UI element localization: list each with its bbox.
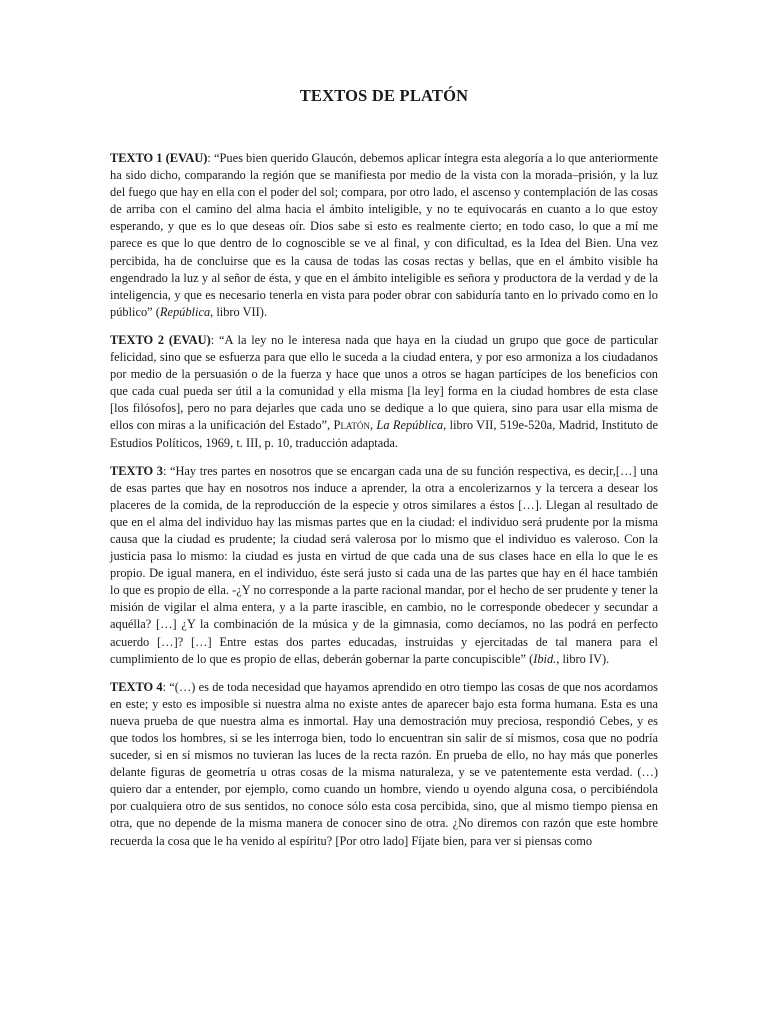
text-2-source-work: La República: [376, 418, 444, 433]
text-3-source-work: Ibid.: [533, 651, 557, 666]
text-1-label: TEXTO 1 (EVAU): [110, 151, 208, 165]
text-1-source-rest: , libro VII).: [210, 304, 268, 319]
text-2-source-author: Platón: [333, 418, 370, 433]
text-3-paragraph: TEXTO 3: “Hay tres partes en nosotros que se encargan cada una de su función respectiva, es decir,[…] una de esas partes que hay en nosotros nos induce a aprender, la otra a encolerizarnos y la tercera a desear los placeres de la comida, de la reproducción de la especie y otros similares a éstos […]. Llegan al resultado de que en el alma del individuo hay las mismas partes que en la ciudad: el individuo será prudente por la misma causa que la ciudad es prudente; la ciudad será valerosa por lo mismo que el individuo es valeroso. Con la justicia pasa lo mismo: la ciudad es justa en virtud de que cada una de sus clases hace en ella lo que le es propio. De igual manera, en el individuo, éste será justo si cada una de las partes que hay en él hace también lo que es propio de ella. -¿Y no corresponde a la parte racional mandar, por el hecho de ser prudente y tener la misión de vigilar el alma entera, y a la parte irascible, en cambio, no le corresponde obedecer y secundar a aquélla? […] ¿Y la combinación de la música y de la gimnasia, como decíamos, no las podrá en perfecto acuerdo […]? […] Entre estas dos partes educadas, instruidas y ejercitadas de tal manera para el cumplimiento de lo que es propio de ellas, deberán gobernar la parte concupiscible” (Ibid., libro IV).: [110, 463, 658, 666]
text-4-body: “(…) es de toda necesidad que hayamos aprendido en otro tiempo las cosas de que nos acordamos en este; y esto es imposible si nuestra alma no existe antes de aparecer bajo esta forma humana. Esta es una nueva prueba de que nuestra alma es inmortal. Hay una demostración muy preciosa, respondió Cebes, y es que todos los hombres, si se les interroga bien, todo lo encuentran sin salir de sí mismos, cosa que no podría suceder, si en sí mismos no tuvieran las luces de la recta razón. En prueba de ello, no hay más que ponerles delante figuras de geometría u otras cosas de la misma naturaleza, y se ve patentemente esta verdad. (…) quiero dar a entender, por ejemplo, como cuando un hombre, viendo u oyendo alguna cosa, o percibiéndola por cualquiera otro de sus sentidos, no conoce sólo esta cosa percibida, sino, que al mismo tiempo piensa en otra, que no depende de la misma manera de conocer sino de otra. ¿No diremos con razón que este hombre recuerda la cosa que le ha venido al espíritu? [Por otro lado] Fíjate bien, para ver si piensas como: [110, 679, 658, 848]
text-3-body: “Hay tres partes en nosotros que se encargan cada una de su función respectiva, es decir,[…] una de esas partes que hay en nosotros nos induce a aprender, la otra a encolerizarnos y la tercera a desear los placeres de la comida, de la reproducción de la especie y otros similares a éstos […]. Llegan al resultado de que en el alma del individuo hay las mismas partes que en la ciudad: el individuo será prudente por la misma causa que la ciudad es prudente; la ciudad será valerosa por lo mismo que el individuo es valeroso. Con la justicia pasa lo mismo: la ciudad es justa en virtud de que cada una de sus clases hace en ella lo que le es propio. De igual manera, en el individuo, éste será justo si cada una de las partes que hay en él hace también lo que es propio de ella. -¿Y no corresponde a la parte racional mandar, por el hecho de ser prudente y tener la misión de vigilar el alma entera, y a la parte irascible, en cambio, no le corresponde obedecer y secundar a aquélla? […] ¿Y la combinación de la música y de la gimnasia, como decíamos, no las podrá en perfecto acuerdo […]? […] Entre estas dos partes educadas, instruidas y ejercitadas de tal manera para el cumplimiento de lo que es propio de ellas, deberán gobernar la parte concupiscible”: [110, 463, 658, 666]
text-1-tag: EVAU: [169, 151, 204, 165]
text-4-paragraph: TEXTO 4: “(…) es de toda necesidad que hayamos aprendido en otro tiempo las cosas de que nos acordamos en este; y esto es imposible si nuestra alma no existe antes de aparecer bajo esta forma humana. Esta es una nueva prueba de que nuestra alma es inmortal. Hay una demostración muy preciosa, respondió Cebes, y es que todos los hombres, si se les interroga bien, todo lo encuentran sin salir de sí mismos, cosa que no podría suceder, si en sí mismos no tuvieran las luces de la recta razón. En prueba de ello, no hay más que ponerles delante figuras de geometría u otras cosas de la misma naturaleza, y se ve patentemente esta verdad. (…) quiero dar a entender, por ejemplo, como cuando un hombre, viendo u oyendo alguna cosa, o percibiéndola por cualquiera otro de sus sentidos, no conoce sólo esta cosa percibida, sino, que al mismo tiempo piensa en otra, que no depende de la misma manera de conocer sino de otra. ¿No diremos con razón que este hombre recuerda la cosa que le ha venido al espíritu? [Por otro lado] Fíjate bien, para ver si piensas como: [110, 679, 658, 848]
text-4-label: TEXTO 4: [110, 679, 163, 694]
text-2-label: TEXTO 2 (EVAU): [110, 332, 211, 347]
text-3-label: TEXTO 3: [110, 463, 163, 478]
text-3-source-rest: , libro IV).: [556, 651, 610, 666]
text-2-tag: EVAU: [173, 332, 207, 347]
text-1-source-work: República: [159, 304, 211, 319]
text-2-source-rest: , libro VII, 519e-520a, Madrid, Instituto de Estudios Políticos, 1969, t. III, p. 10, traducción adaptada.: [110, 418, 658, 450]
text-2-body: “A la ley no le interesa nada que haya en la ciudad un grupo que goce de particular felicidad, sino que se esfuerza para que ello le suceda a la ciudad entera, y por eso armoniza a los ciudadanos por medio de la persuasión o de la fuerza y hace que unos a otros se hagan partícipes de los beneficios con que cada cual pueda ser útil a la comunidad y ella misma [la ley] forma en la ciudad hombres de esta clase [los filósofos], pero no para dejarles que cada uno se dedique a lo que quiera, sino para usar ella misma de ellos con miras a la unificación del Estado”,: [110, 332, 659, 433]
text-1-paragraph: TEXTO 1 (EVAU): “Pues bien querido Glaucón, debemos aplicar íntegra esta alegoría a lo que anteriormente ha sido dicho, comparando la región que se manifiesta por medio de la vista con la morada–prisión, y la luz del fuego que hay en ella con el poder del sol; compara, por otro lado, el ascenso y contemplación de las cosas de arriba con el camino del alma hacia el ámbito inteligible, y no te equivocarás en cuanto a lo que estoy esperando, y que es lo que deseas oír. Dios sabe si esto es realmente cierto; en todo caso, lo que a mí me parece es que lo que dentro de lo cognoscible se ve al final, y con dificultad, es la Idea del Bien. Una vez percibida, ha de concluirse que es la causa de todas las cosas rectas y bellas, que en el ámbito visible ha engendrado la luz y al señor de ésta, y que en el ámbito inteligible es señora y productora de la verdad y de la inteligencia, y que es necesario tenerla en vista para poder obrar con sabiduría tanto en lo privado como en lo público” (República, libro VII).: [110, 151, 658, 319]
page-title: TEXTOS DE PLATÓN: [299, 86, 469, 105]
text-1-body: “Pues bien querido Glaucón, debemos aplicar íntegra esta alegoría a lo que anteriormente ha sido dicho, comparando la región que se manifiesta por medio de la vista con la morada–prisión, y la luz del fuego que hay en ella con el poder del sol; compara, por otro lado, el ascenso y contemplación de las cosas de arriba con el camino del alma hacia el ámbito inteligible, y no te equivocarás en cuanto a lo que estoy esperando, y que es lo que deseas oír. Dios sabe si esto es realmente cierto; en todo caso, lo que a mí me parece es que lo que dentro de lo cognoscible se ve al final, y con dificultad, es la Idea del Bien. Una vez percibida, ha de concluirse que es la causa de todas las cosas rectas y bellas, que en el ámbito visible ha engendrado la luz y al señor de ésta, y que en el ámbito inteligible es señora y productora de la verdad y de la inteligencia, y que es necesario tenerla en vista para poder obrar con sabiduría tanto en lo privado como en lo público”: [110, 151, 658, 319]
text-2-paragraph: TEXTO 2 (EVAU): “A la ley no le interesa nada que haya en la ciudad un grupo que goce de particular felicidad, sino que se esfuerza para que ello le suceda a la ciudad entera, y por eso armoniza a los ciudadanos por medio de la persuasión o de la fuerza y hace que unos a otros se hagan partícipes de los beneficios con que cada cual pueda ser útil a la comunidad y ella misma [la ley] forma en la ciudad hombres de esta clase [los filósofos], pero no para dejarles que cada uno se dedique a lo que quiera, sino para usar ella misma de ellos con miras a la unificación del Estado”, Platón, La República, libro VII, 519e-520a, Madrid, Instituto de Estudios Políticos, 1969, t. III, p. 10, traducción adaptada.: [110, 332, 659, 450]
